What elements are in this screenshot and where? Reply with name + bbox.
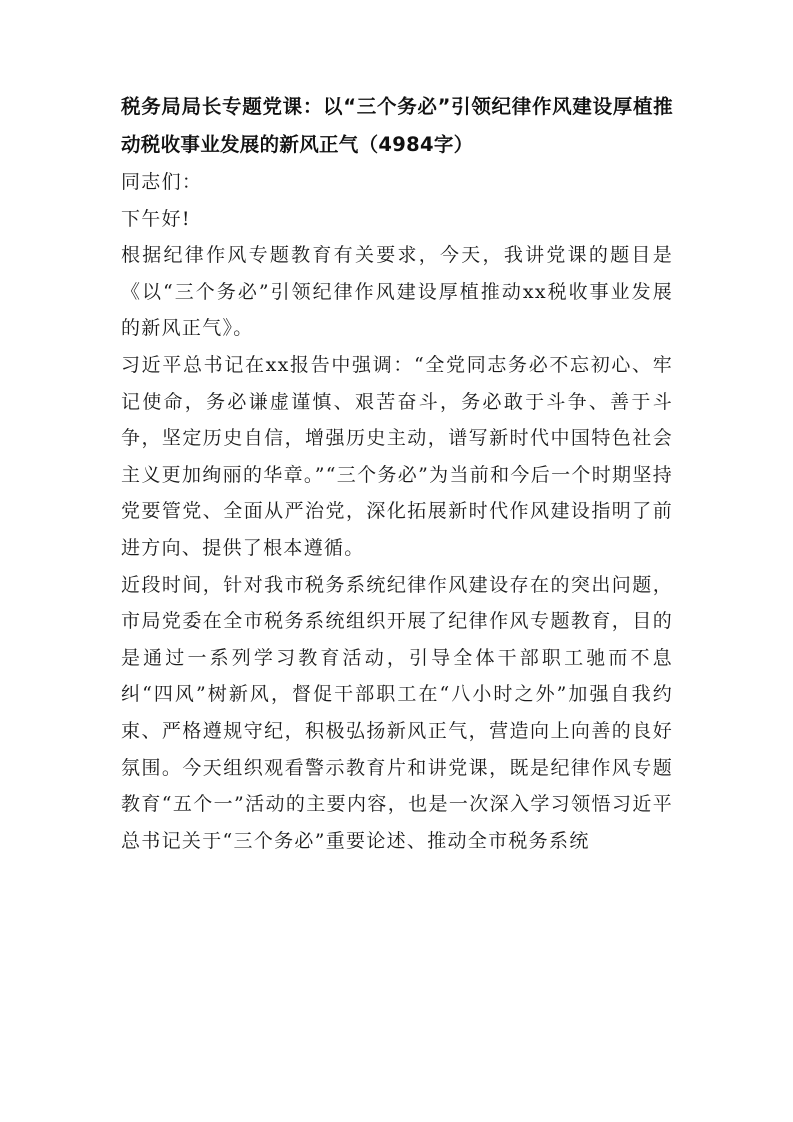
greeting: 下午好! [121, 207, 191, 230]
document-body [121, 88, 673, 859]
salutation: 同志们： [121, 171, 203, 193]
document-title: 税务局局长专题党课：以“三个务必”引领纪律作风建设厚植推动税收事业发展的新风正气（4984字） [121, 95, 673, 156]
paragraph-topic: 根据纪律作风专题教育有关要求，今天，我讲党课的题目是《以“三个务必”引领纪律作风建设厚植推动xx税收事业发展的新风正气》。 [121, 244, 673, 340]
paragraph-quote: 习近平总书记在xx报告中强调：“全党同志务必不忘初心、牢记使命，务必谦虚谨慎、艰苦奋斗，务必敢于斗争、善于斗争，坚定历史自信，增强历史主动，谱写新时代中国特色社会主义更加绚丽的华章。”“三个务必”为当前和今后一个时期坚持党要管党、全面从严治党，深化拓展新时代作风建设指明了前进方向、提供了根本遵循。 [121, 353, 673, 559]
paragraph-background: 近段时间，针对我市税务系统纪律作风建设存在的突出问题，市局党委在全市税务系统组织开展了纪律作风专题教育，目的是通过一系列学习教育活动，引导全体干部职工驰而不息纠“四风”树新风，督促干部职工在“八小时之外”加强自我约束、严格遵规守纪，积极弘扬新风正气，营造向上向善的良好氛围。今天组织观看警示教育片和讲党课，既是纪律作风专题教育“五个一”活动的主要内容，也是一次深入学习领悟习近平总书记关于“三个务必”重要论述、推动全市税务系统 [121, 573, 673, 852]
